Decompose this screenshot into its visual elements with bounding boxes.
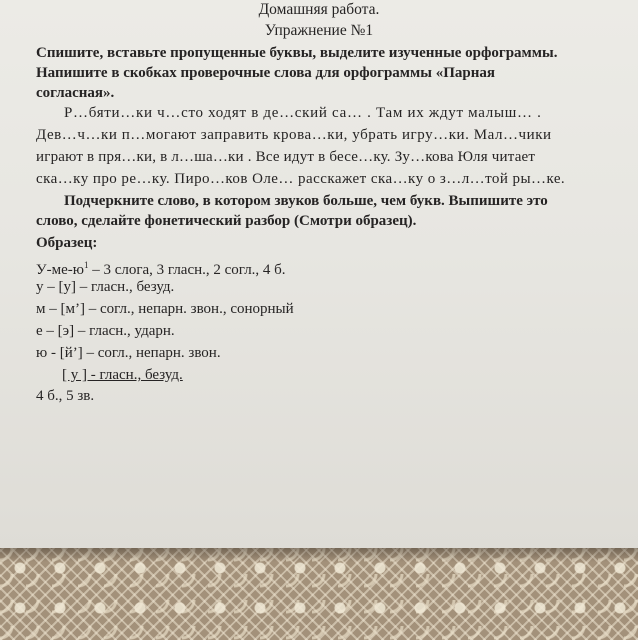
sample-row-y-text: [ у ] - гласн., безуд.: [62, 367, 183, 383]
sample-row-yu: ю - [й’] – согл., непарн. звон.: [36, 345, 221, 361]
sample-total: 4 б., 5 зв.: [36, 388, 95, 404]
sample-word-summary: – 3 слога, 3 гласн., 2 согл., 4 б.: [88, 262, 286, 278]
sample-row-e: е – [э] – гласн., ударн.: [36, 323, 175, 339]
stress-mark: 1: [83, 260, 89, 270]
sample-word: У-ме-ю: [36, 262, 84, 278]
task1-line2: Напишите в скобках проверочные слова для орфограммы «Парная: [36, 65, 495, 81]
sample-row-m: м – [м’] – согл., непарн. звон., сонорный: [36, 301, 294, 317]
task1-line1: Спишите, вставьте пропущенные буквы, выделите изученные орфограммы.: [36, 45, 558, 61]
exercise-number: Упражнение №1: [264, 22, 374, 39]
page-title: Домашняя работа.: [258, 1, 380, 18]
paper-edge-shadow: [0, 548, 638, 562]
sample-row-u: у – [у] – гласн., безуд.: [36, 279, 175, 295]
exercise-text-line4: ска…ку про ре…ку. Пиро…ков Оле… расскажет ска…ку о з…л…той ры…ке.: [36, 171, 566, 187]
task1-line3: согласная».: [36, 85, 115, 101]
exercise-text-line3: играют в пря…ки, в л…ша…ки . Все идут в бесе…ку. Зу…кова Юля читает: [36, 149, 536, 165]
task2-line2: слово, сделайте фонетический разбор (Смотри образец).: [36, 213, 417, 229]
sample-heading: Образец:: [36, 235, 98, 251]
task2-line1: Подчеркните слово, в котором звуков больше, чем букв. Выпишите это: [64, 193, 548, 209]
exercise-text-line1: Р…бяти…ки ч…сто ходят в де…ский са… . Там их ждут малыш… .: [64, 105, 542, 121]
exercise-text-line2: Дев…ч…ки п…могают заправить крова…ки, убрать игру…ки. Мал…чики: [36, 127, 552, 143]
sample-row-y-underlined: [36, 365, 183, 385]
